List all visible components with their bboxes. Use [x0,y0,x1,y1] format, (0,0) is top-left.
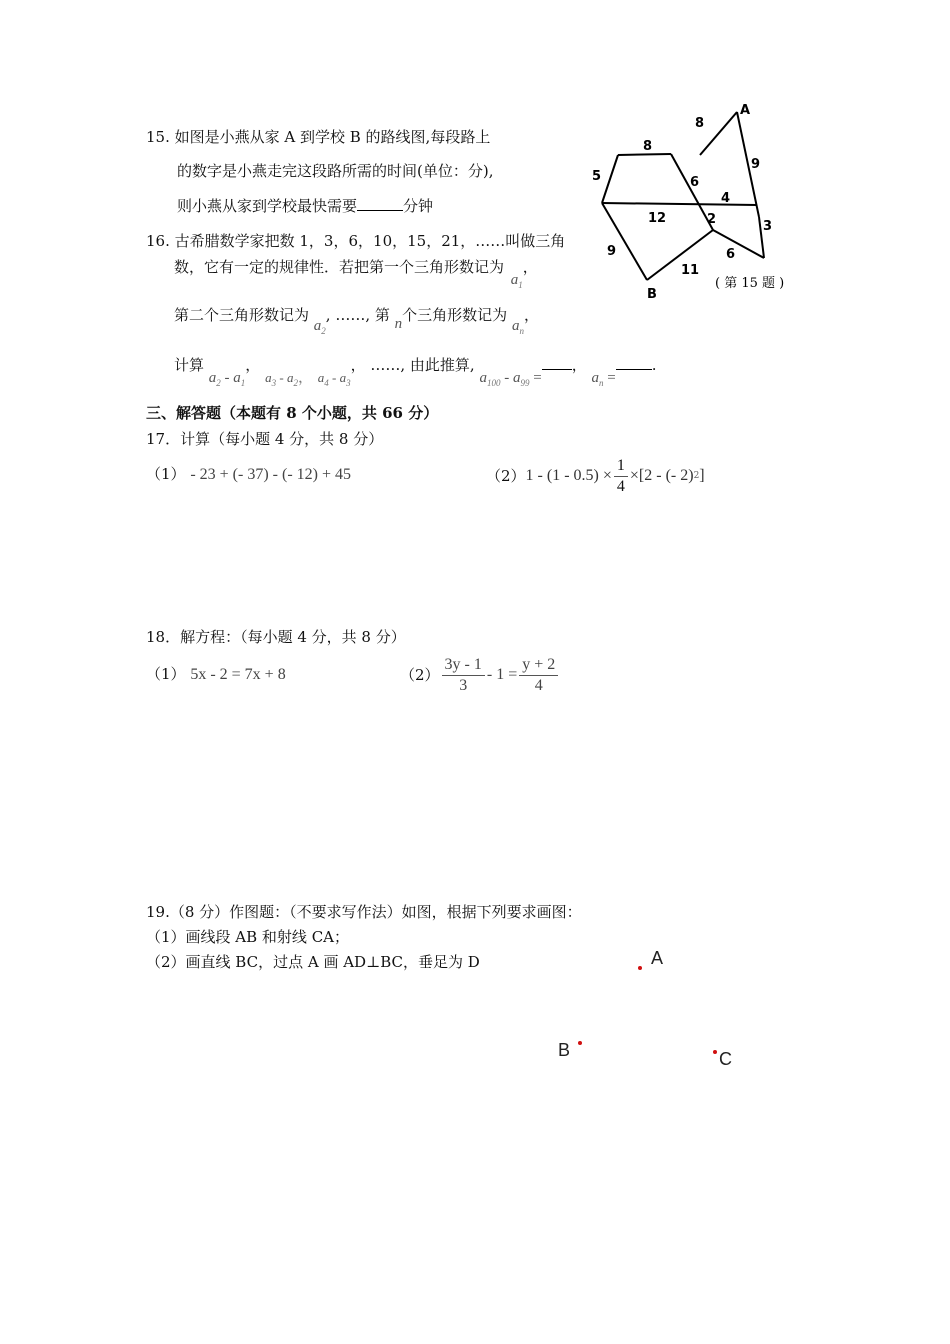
point-B [578,1041,582,1045]
q16-line4-a: 计算 [174,356,205,374]
q16-line3-a: 第二个三角形数记为 [174,306,310,324]
subscript: 3 [271,378,277,388]
subscript: 3 [346,378,351,388]
minus: - [328,370,340,385]
edge-A-top [700,112,737,155]
q17-part2 [486,454,705,498]
q15-line2: 的数字是小燕走完这段路所需的时间(单位：分), [177,162,494,180]
fig-edge-4: 4 [721,191,731,206]
q16-line3-c: 个三角形数记为 [402,306,508,324]
q18-title: 18．解方程：（每小题 4 分，共 8 分） [146,628,406,646]
symbol-a: a [591,370,599,386]
label-C: C [719,1049,732,1069]
exponent: 2 [693,471,700,481]
comma: ， [522,258,538,276]
edge-bottom-left [602,203,647,280]
fig-edge-5: 5 [592,169,602,184]
fraction-left [442,655,485,696]
point-A [638,966,642,970]
q17-expr1: - 23 + (- 37) - (- 12) + 45 [190,466,351,483]
q17-expr2-pre: 1 - (1 - 0.5) × [525,467,612,484]
subscript: n [598,378,604,388]
q16-line4 [174,355,657,388]
minus: - [500,370,513,386]
subscript: 100 [486,378,501,388]
bracket-close: ] [699,467,705,484]
subscript: n [519,326,524,336]
fraction-right [519,655,558,696]
fig-edge-6a: 6 [690,175,700,190]
q19-title: 19.（8 分）作图题：（不要求写作法）如图，根据下列要求画图： [146,903,582,921]
fig-edge-9b: 9 [607,244,617,259]
fig-edge-11: 11 [681,263,700,278]
q16-line2 [174,257,538,290]
symbol-a: a [512,370,521,386]
q16-line4-b: ……, 由此推算, [370,356,475,374]
subscript: 1 [518,280,523,290]
route-figure [585,100,810,310]
q16-line1: 16. 古希腊数学家把数 1，3，6，10，15，21，……叫做三角 [146,232,566,250]
q18-part2 [400,653,560,697]
symbol-n: n [394,316,403,332]
answer-blank [542,357,572,370]
minus: - [276,370,287,385]
edge-bottom-right [713,230,764,258]
equals: = [607,370,616,386]
subscript: 2 [216,378,221,388]
comma: ， [571,356,587,374]
q17-expr2-post: ×[2 - (- 2) [629,467,694,484]
symbol-a: a [511,318,520,334]
symbol-a2 [314,318,326,334]
symbol-a: a [233,370,241,386]
fig-edge-6b: 6 [726,247,736,262]
comma: ， [523,306,539,324]
fig-edge-3: 3 [763,219,773,234]
denominator: 3 [459,676,468,694]
expr-a100-a99 [479,370,541,386]
figure-caption: ( 第 15 题 ) [715,276,785,291]
denominator: 4 [534,676,543,694]
edge-top [618,154,671,155]
fig-edge-2: 2 [707,212,717,227]
q18-expr1: 5x - 2 = 7x + 8 [190,666,286,683]
expr-a3-a2 [265,370,298,388]
symbol-a: a [479,370,487,386]
fraction-quarter [614,456,628,497]
symbol-a: a [265,370,272,385]
equals: = [533,370,542,386]
edge-horizontal [602,203,757,205]
comma: ， [245,356,261,374]
label-A: A [651,948,664,968]
symbol-a: a [208,370,217,386]
q19-item2: （2）画直线 BC，过点 A 画 AD⊥BC，垂足为 D [146,953,480,971]
symbol-a: a [313,318,322,334]
symbol-a1 [511,272,523,288]
expr-an [591,370,615,386]
point-C [713,1050,717,1054]
q19-item1: （1）画线段 AB 和射线 CA； [146,928,350,946]
fig-edge-8a: 8 [695,116,705,131]
minus: - [220,370,234,386]
subscript: 2 [293,378,298,388]
denominator: 4 [616,477,625,495]
subscript: 4 [324,378,329,388]
symbol-a: a [510,272,519,288]
subscript: 1 [240,378,246,388]
fig-edge-12: 12 [648,211,667,226]
comma: ， [350,356,366,374]
answer-blank [616,357,652,370]
part-label: （1） [146,665,186,683]
q15-line3 [177,196,433,216]
label-B: B [558,1040,571,1060]
numerator: y + 2 [519,655,558,676]
fig-label-B: B [647,287,657,302]
symbol-an [512,318,524,334]
fig-edge-8b: 8 [643,139,653,154]
q17-part1 [146,464,351,485]
symbol-a: a [286,370,294,385]
q18-mid: - 1 = [486,666,518,683]
period: . [651,356,657,374]
section-title: 三、解答题（本题有 8 个小题，共 66 分） [146,404,439,422]
subscript: 99 [520,378,530,388]
answer-blank [357,196,403,211]
fig-label-A: A [740,103,751,118]
part-label: （1） [146,465,186,483]
numerator: 3y - 1 [442,655,485,676]
symbol-a: a [339,370,347,385]
q18-part1 [146,664,286,685]
expr-a2-a1 [209,370,246,386]
edge-left [602,155,618,203]
comma: ， [297,368,313,386]
q17-title: 17．计算（每小题 4 分，共 8 分） [146,430,384,448]
edge-bottom [647,230,713,280]
q16-line3 [174,305,539,336]
q15-line3-text: 则小燕从家到学校最快需要 [177,197,358,215]
q16-line2-text: 数，它有一定的规律性．若把第一个三角形数记为 [174,258,505,276]
symbol-a: a [317,370,325,385]
q16-line3-b: , ……, 第 [325,306,390,324]
q15-line3-end: 分钟 [403,197,434,215]
part-label: （2） [486,467,526,485]
q15-line1: 15. 如图是小燕从家 A 到学校 B 的路线图,每段路上 [146,128,491,146]
numerator: 1 [614,456,628,477]
part-label: （2） [400,666,440,684]
subscript: 2 [321,326,326,336]
fig-edge-9a: 9 [751,157,761,172]
expr-a4-a3 [317,370,351,388]
